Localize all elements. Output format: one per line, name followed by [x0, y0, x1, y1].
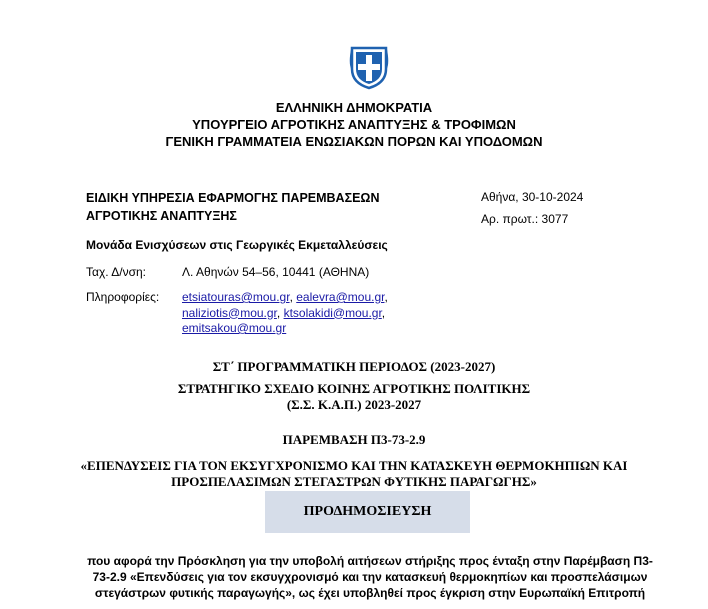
address-label: Ταχ. Δ/νση: — [86, 265, 147, 279]
intervention-title-line2: ΠΡΟΣΠΕΛΑΣΙΜΩΝ ΣΤΕΓΑΣΤΡΩΝ ΦΥΤΙΚΗΣ ΠΑΡΑΓΩΓΗΣ» — [171, 474, 537, 489]
document-date: Αθήνα, 30-10-2024 — [481, 190, 584, 204]
email-link[interactable]: naliziotis@mou.gr — [182, 305, 277, 320]
protocol-number: Αρ. πρωτ.: 3077 — [481, 212, 569, 226]
header-line-secretariat: ΓΕΝΙΚΗ ΓΡΑΜΜΑΤΕΙΑ ΕΝΩΣΙΑΚΩΝ ΠΟΡΩΝ ΚΑΙ ΥΠΟΔΟΜΩΝ — [165, 134, 543, 149]
separator: , — [276, 305, 284, 320]
email-link[interactable]: emitsakou@mou.gr — [182, 321, 287, 335]
header-line-ministry: ΥΠΟΥΡΓΕΙΟ ΑΓΡΟΤΙΚΗΣ ΑΝΑΠΤΥΞΗΣ & ΤΡΟΦΙΜΩΝ — [192, 117, 516, 132]
body-paragraph — [80, 553, 660, 601]
unit-name: Μονάδα Ενισχύσεων στις Γεωργικές Εκμεταλλεύσεις — [86, 238, 388, 252]
strategic-plan-line2: (Σ.Σ. Κ.Α.Π.) 2023-2027 — [286, 397, 422, 412]
programme-period: ΣΤ΄ ΠΡΟΓΡΑΜΜΑΤΙΚΗ ΠΕΡΙΟΔΟΣ (2023-2027) — [212, 359, 496, 374]
separator: , — [381, 305, 386, 320]
info-label: Πληροφορίες: — [86, 290, 160, 304]
body-line: στεγάστρων φυτικής παραγωγής», ως έχει υποβληθεί προς έγκριση στην Ευρωπαϊκή Επιτροπή — [94, 586, 646, 600]
strategic-plan-line1: ΣΤΡΑΤΗΓΙΚΟ ΣΧΕΔΙΟ ΚΟΙΝΗΣ ΑΓΡΟΤΙΚΗΣ ΠΟΛΙΤΙΚΗΣ — [177, 381, 531, 396]
email-link[interactable]: ealevra@mou.gr — [296, 290, 385, 304]
intervention-code: ΠΑΡΕΜΒΑΣΗ Π3-73-2.9 — [282, 432, 426, 447]
header-line-republic: ΕΛΛΗΝΙΚΗ ΔΗΜΟΚΡΑΤΙΑ — [275, 100, 433, 115]
body-line: 73-2.9 «Επενδύσεις για τον εκσυγχρονισμό και την κατασκευή θερμοκηπίων και προσπελάσιμων — [92, 570, 648, 584]
email-link[interactable]: ktsolakidi@mou.gr — [283, 305, 382, 320]
separator: , — [289, 290, 297, 304]
intervention-title-line1: «ΕΠΕΝΔΥΣΕΙΣ ΓΙΑ ΤΟΝ ΕΚΣΥΓΧΡΟΝΙΣΜΟ ΚΑΙ ΤΗΝ ΚΑΤΑΣΚΕΥΗ ΘΕΡΜΟΚΗΠΙΩΝ ΚΑΙ — [80, 458, 628, 473]
email-link[interactable]: etsiatouras@mou.gr — [182, 290, 290, 304]
service-name-line1: ΕΙΔΙΚΗ ΥΠΗΡΕΣΙΑ ΕΦΑΡΜΟΓΗΣ ΠΑΡΕΜΒΑΣΕΩΝ — [86, 191, 380, 205]
greek-coat-of-arms-icon — [349, 45, 389, 90]
pre-publication-label: ΠΡΟΔΗΜΟΣΙΕΥΣΗ — [303, 504, 432, 519]
body-line: που αφορά την Πρόσκληση για την υποβολή αιτήσεων στήριξης προς ένταξη στην Παρέμβαση Π3- — [87, 554, 653, 568]
separator: , — [384, 290, 388, 304]
contact-emails — [182, 290, 388, 337]
pre-publication-box — [265, 491, 470, 533]
address-value: Λ. Αθηνών 54–56, 10441 (ΑΘΗΝΑ) — [182, 265, 370, 279]
service-name-line2: ΑΓΡΟΤΙΚΗΣ ΑΝΑΠΤΥΞΗΣ — [86, 209, 237, 223]
